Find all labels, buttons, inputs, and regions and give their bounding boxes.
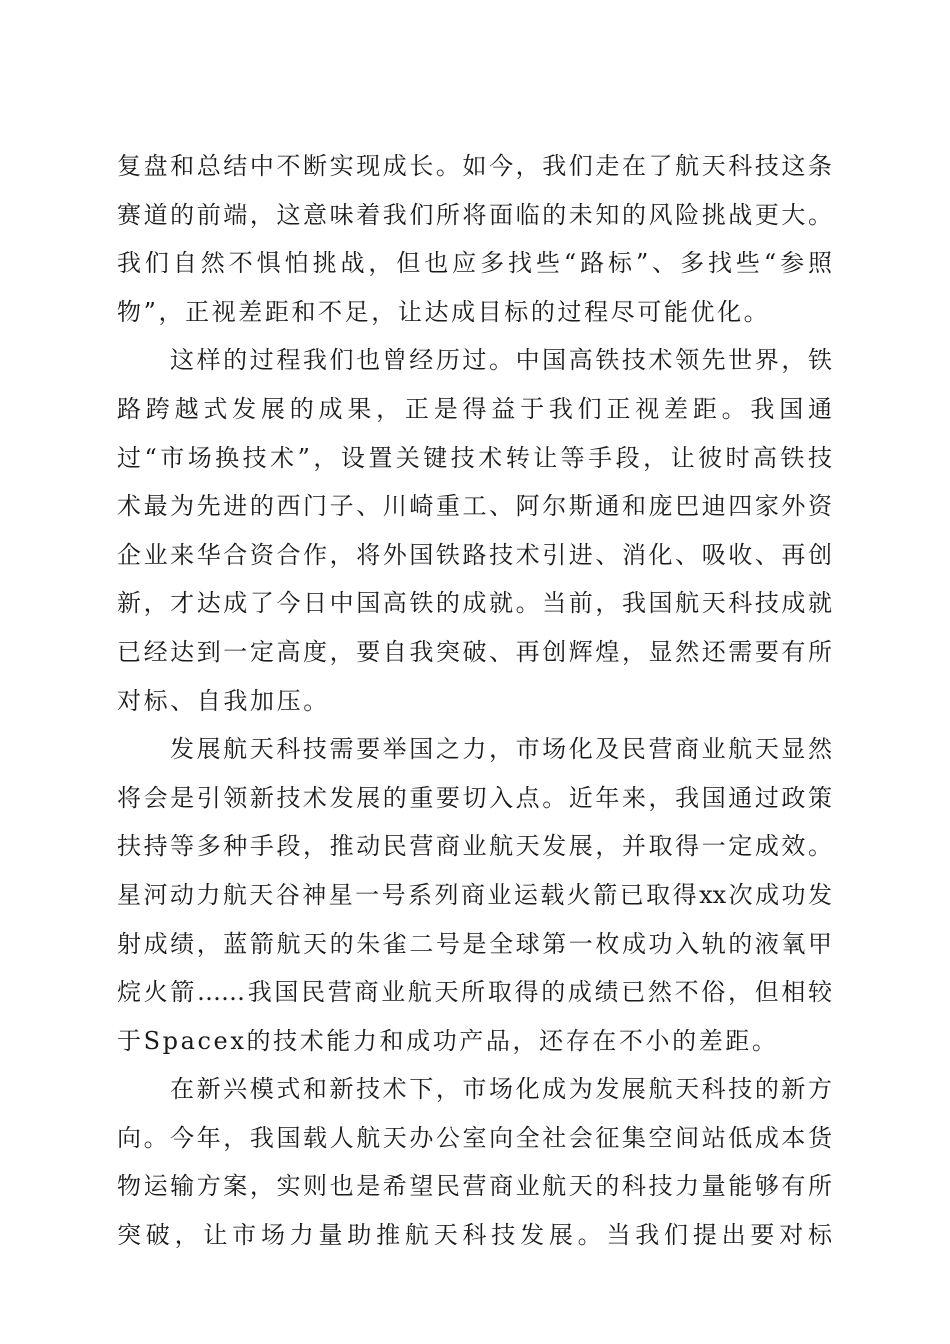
- paragraph-first-line: 这样的过程我们也曾经历过。中国高铁技术领先世界，铁: [170, 346, 832, 375]
- document-body: [117, 142, 832, 1260]
- paragraph-first-line: 在新兴模式和新技术下，市场化成为发展航天科技的新方: [170, 1075, 832, 1104]
- text-line: 企业来华合资合作，将外国铁路技术引进、消化、吸收、再创: [117, 540, 832, 569]
- text-line: 烷火箭……我国民营商业航天所取得的成绩已然不俗，但相较: [117, 978, 832, 1007]
- text-line: 将会是引领新技术发展的重要切入点。近年来，我国通过政策: [117, 783, 832, 812]
- text-line: 过“市场换技术”，设置关键技术转让等手段，让彼时高铁技: [117, 443, 832, 472]
- text-line: 我们自然不惧怕挑战，但也应多找些“路标”、多找些“参照: [117, 249, 832, 278]
- text-line: 物运输方案，实则也是希望民营商业航天的科技力量能够有所: [117, 1172, 832, 1201]
- text-line: 突破，让市场力量助推航天科技发展。当我们提出要对标: [117, 1221, 832, 1250]
- text-line: 复盘和总结中不断实现成长。如今，我们走在了航天科技这条: [117, 152, 832, 180]
- text-line: 物”，正视差距和不足，让达成目标的过程尽可能优化。: [117, 297, 771, 326]
- text-line: 星河动力航天谷神星一号系列商业运载火箭已取得xx次成功发: [117, 880, 832, 909]
- text-line: 向。今年，我国载人航天办公室向全社会征集空间站低成本货: [117, 1123, 832, 1152]
- text-line: 对标、自我加压。: [117, 686, 330, 715]
- text-line: 路跨越式发展的成果，正是得益于我们正视差距。我国通: [117, 394, 832, 423]
- text-line: 扶持等多种手段，推动民营商业航天发展，并取得一定成效。: [117, 832, 832, 861]
- paragraph-first-line: 发展航天科技需要举国之力，市场化及民营商业航天显然: [170, 735, 832, 764]
- text-line: 新，才达成了今日中国高铁的成就。当前，我国航天科技成就: [117, 589, 832, 618]
- text-line: 赛道的前端，这意味着我们所将面临的未知的风险挑战更大。: [117, 200, 832, 229]
- text-line: 于Spacex的技术能力和成功产品，还存在不小的差距。: [117, 1026, 779, 1055]
- text-line: 已经达到一定高度，要自我突破、再创辉煌，显然还需要有所: [117, 637, 832, 666]
- text-line: 射成绩，蓝箭航天的朱雀二号是全球第一枚成功入轨的液氧甲: [117, 929, 832, 958]
- text-line: 术最为先进的西门子、川崎重工、阿尔斯通和庞巴迪四家外资: [117, 492, 832, 521]
